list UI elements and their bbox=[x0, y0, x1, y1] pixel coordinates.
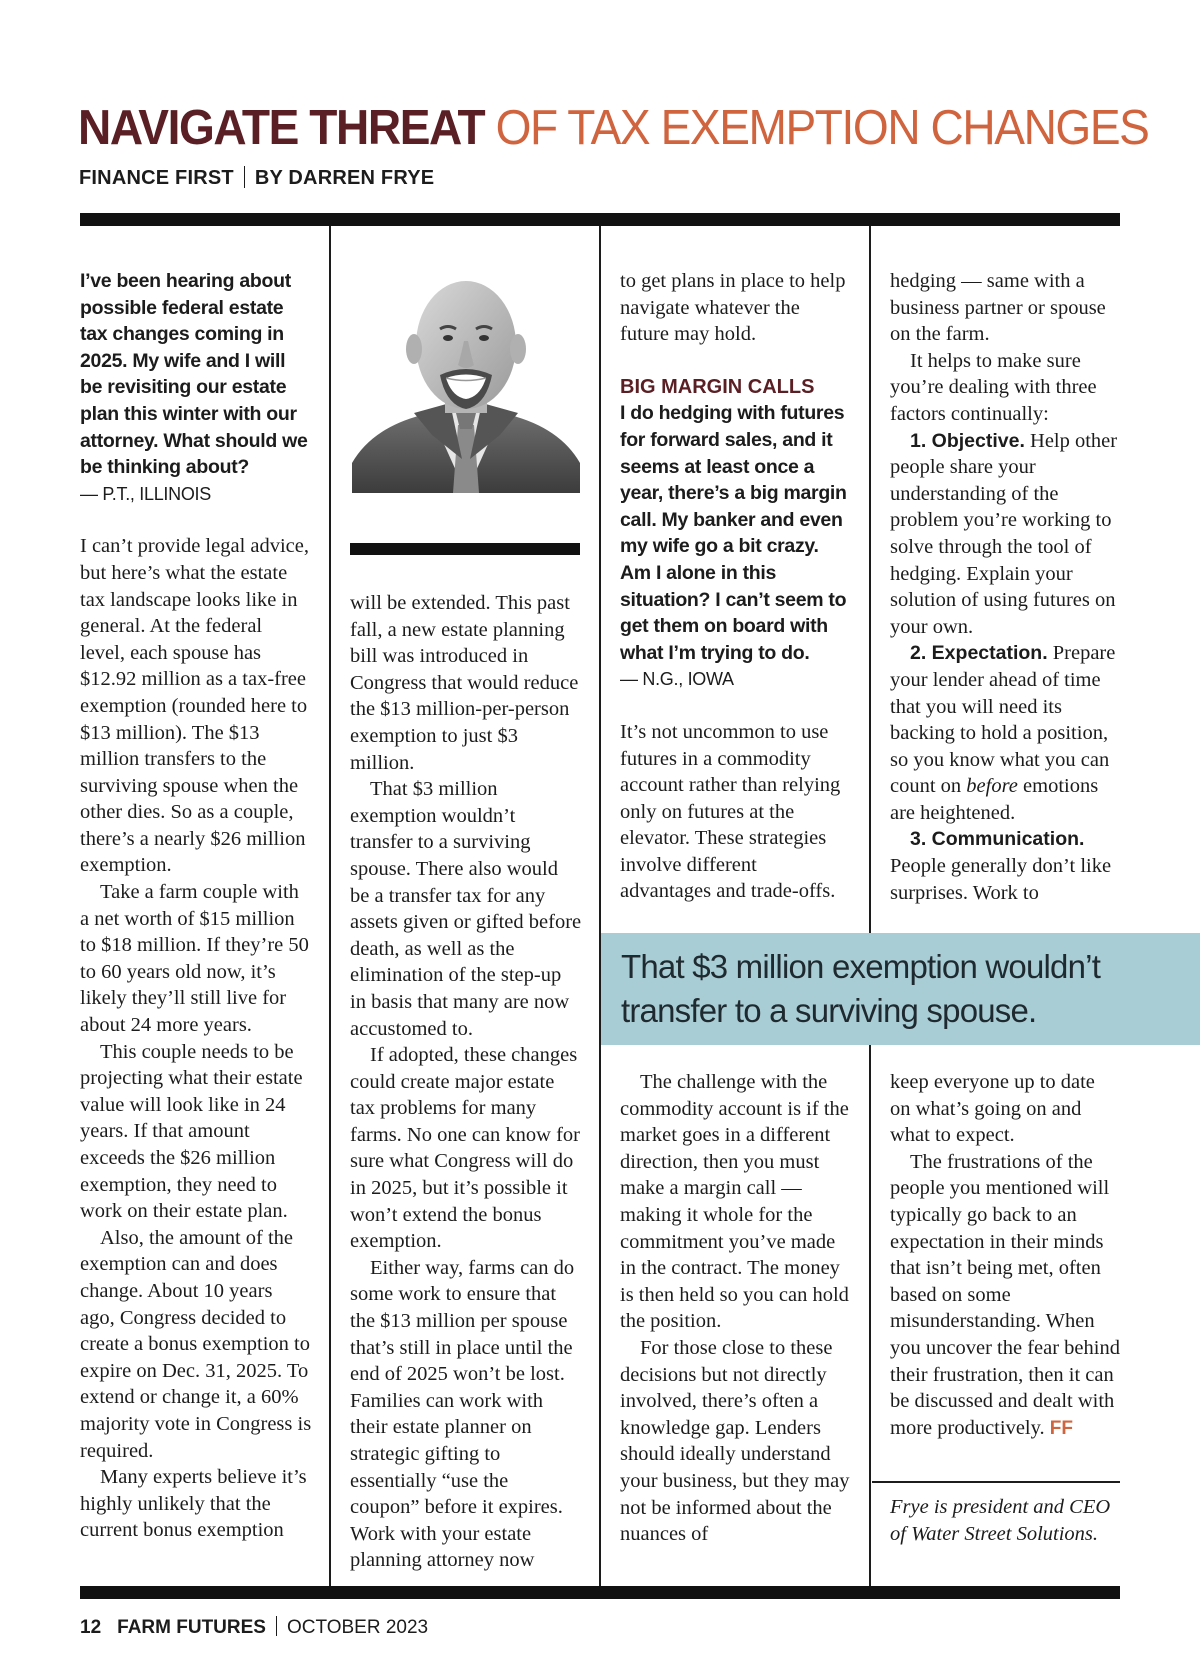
col1-paragraph: Many experts believe it’s highly unlikely that the current bonus exemption bbox=[80, 1466, 307, 1542]
column-3-bottom bbox=[620, 1069, 852, 1548]
column-2 bbox=[350, 590, 582, 1574]
factor-text: Help other people share your understanding of the problem you’re working to solve through the tool of hedging. Explain your solution of using futures on your own. bbox=[890, 429, 1118, 638]
col1-paragraph: This couple needs to be projecting what their estate value will look like in 24 years. If that amount exceeds the $26 million exemption, they need to work on their estate plan. bbox=[80, 1040, 303, 1223]
footer-divider bbox=[276, 1616, 277, 1636]
question-signature-2: — N.G., IOWA bbox=[620, 669, 734, 690]
column-divider-2 bbox=[599, 226, 601, 1586]
factor-objective bbox=[890, 428, 1120, 641]
top-rule bbox=[80, 213, 1120, 226]
factor-label: 3. Communication. bbox=[910, 828, 1085, 851]
factor-text: People generally don’t like surprises. Work to bbox=[890, 855, 1112, 904]
col4-paragraph: keep everyone up to date on what’s going on and what to expect. bbox=[890, 1071, 1095, 1147]
end-mark: FF bbox=[1049, 1417, 1073, 1439]
page-number: 12 bbox=[80, 1617, 102, 1638]
magazine-name: FARM FUTURES bbox=[117, 1617, 266, 1638]
headline-strong: NAVIGATE THREAT bbox=[78, 101, 485, 155]
col1-paragraph: I can’t provide legal advice, but here’s what the estate tax landscape looks like in general. At the federal level, each spouse has $12.92 million as a tax-free exemption (rounded here to $13 million). The $13 million transfers to the surviving spouse when the other dies. So as a couple, there’s a nearly $26 million exemption. bbox=[80, 535, 310, 877]
issue-date: OCTOBER 2023 bbox=[286, 1617, 429, 1638]
col1-paragraph: Also, the amount of the exemption can and does change. About 10 years ago, Congress decided to create a bonus exemption to expire on Dec. 31, 2025. To extend or change it, a 60% majority vote in Congress is required. bbox=[80, 1226, 312, 1462]
col3-paragraph: It’s not uncommon to use futures in a commodity account rather than relying only on futures at the elevator. These strategies involve different advantages and trade-offs. bbox=[620, 720, 841, 903]
col3-paragraph: For those close to these decisions but not directly involved, there’s often a knowledge gap. Lenders should ideally understand your business, but they may not be informed about the nuances of bbox=[620, 1336, 850, 1546]
col2-paragraph: If adopted, these changes could create major estate tax problems for many farms. No one can know for sure what Congress will do in 2025, but it’s possible it won’t extend the bonus exemption. bbox=[350, 1044, 580, 1253]
col4-paragraph: hedging — same with a business partner or spouse on the farm. bbox=[890, 270, 1106, 346]
factor-label: 2. Expectation. bbox=[910, 642, 1048, 665]
byline-divider bbox=[244, 166, 245, 188]
col1-paragraph: Take a farm couple with a net worth of $15 million to $18 million. If they’re 50 to 60 years old now, it’s likely they’ll still live for about 24 more years. bbox=[80, 881, 309, 1037]
factor-text-end: emotions are heightened. bbox=[890, 775, 1099, 824]
factor-text: Prepare your lender ahead of time that you will need its backing to hold a position, so you know what you can count on bbox=[890, 642, 1116, 798]
col3-paragraph: to get plans in place to help navigate whatever the future may hold. bbox=[620, 270, 846, 346]
bio-rule bbox=[872, 1481, 1120, 1483]
column-4-top bbox=[890, 268, 1120, 906]
headline bbox=[78, 98, 1148, 158]
column-4-bottom bbox=[890, 1069, 1120, 1442]
portrait-bar bbox=[350, 543, 580, 555]
col4-closing-text: The frustrations of the people you mentioned will typically go back to an expectation in their minds that isn’t being met, often based on some misunderstanding. When you uncover the fear behind their frustration, then it can be discussed and dealt with more productively. bbox=[890, 1150, 1120, 1439]
bottom-rule bbox=[80, 1586, 1120, 1599]
col2-paragraph: That $3 million exemption wouldn’t transfer to a surviving spouse. There also would be a transfer tax for any assets given or gifted before death, as well as the elimination of the step-up in basis that many are now accustomed to. bbox=[350, 778, 582, 1040]
factor-communication bbox=[890, 826, 1120, 906]
column-1 bbox=[80, 268, 312, 1544]
col2-paragraph: Either way, farms can do some work to ensure that the $13 million per spouse that’s still in place until the end of 2025 won’t be lost. Families can work with their estate planner on strategic gifting to essentially “use the coupon” before it expires. Work with your estate planning attorney now bbox=[350, 1256, 575, 1572]
byline bbox=[79, 166, 434, 190]
col2-paragraph: will be extended. This past fall, a new estate planning bill was introduced in Congress that would reduce the $13 million-per-person exemption to just $3 million. bbox=[350, 592, 579, 774]
pull-quote-text: That $3 million exemption wouldn’t transfer to a surviving spouse. bbox=[621, 948, 1101, 1029]
column-divider-3-lower bbox=[869, 1045, 871, 1586]
subhead-margin-calls: BIG MARGIN CALLS bbox=[620, 375, 815, 398]
column-3-top bbox=[620, 268, 852, 905]
column-divider-1 bbox=[329, 226, 331, 1586]
factor-emphasis: before bbox=[966, 775, 1018, 798]
question-signature-1: — P.T., ILLINOIS bbox=[80, 483, 211, 504]
col4-paragraph bbox=[890, 1149, 1120, 1443]
page-footer bbox=[80, 1616, 428, 1639]
author-portrait bbox=[352, 263, 580, 493]
col4-paragraph: It helps to make sure you’re dealing with three factors continually: bbox=[890, 349, 1097, 425]
col3-paragraph: The challenge with the commodity account is if the market goes in a different direction, then you must make a margin call — making it whole for the commitment you’ve made in the contract. The money is then held so you can hold the position. bbox=[620, 1071, 849, 1333]
headline-light: OF TAX EXEMPTION CHANGES bbox=[495, 101, 1149, 155]
factor-label: 1. Objective. bbox=[910, 429, 1025, 452]
factor-expectation bbox=[890, 640, 1120, 826]
reader-question-1: I’ve been hearing about possible federal estate tax changes coming in 2025. My wife and I will be revisiting our estate plan this winter with our attorney. What should we be thinking about? bbox=[80, 270, 308, 479]
reader-question-2: I do hedging with futures for forward sales, and it seems at least once a year, there’s a big margin call. My banker and even my wife go a bit crazy. Am I alone in this situation? I can’t seem to get them on board with what I’m trying to do. bbox=[620, 402, 847, 664]
section-label: FINANCE FIRST bbox=[79, 167, 234, 189]
column-divider-3 bbox=[869, 226, 871, 933]
author-label: BY DARREN FRYE bbox=[254, 167, 435, 189]
author-bio: Frye is president and CEO of Water Street Solutions. bbox=[890, 1496, 1111, 1545]
pull-quote bbox=[601, 933, 1200, 1045]
